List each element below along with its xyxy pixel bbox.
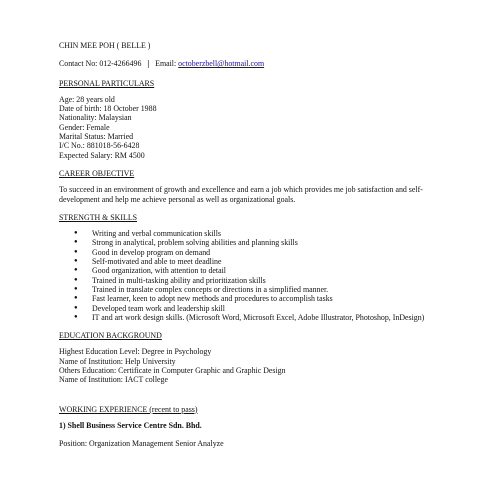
candidate-name: CHIN MEE POH ( BELLE ) bbox=[59, 41, 151, 50]
list-item: ● Fast learner, keen to adopt new methods and procedures to accomplish tasks bbox=[74, 294, 333, 304]
personal-gender: Gender: Female bbox=[59, 122, 110, 132]
personal-particulars-heading: PERSONAL PARTICULARS bbox=[59, 78, 155, 88]
education-highest-level: Highest Education Level: Degree in Psychology bbox=[59, 347, 212, 357]
education-institution: Name of Institution: Help University bbox=[59, 356, 176, 366]
career-objective-text: To succeed in an environment of growth and excellence and earn a job which provides me job satisfaction and self-development and help me achieve personal as well as organizational goals. bbox=[59, 185, 423, 204]
personal-nationality: Nationality: Malaysian bbox=[59, 113, 132, 123]
bullet-icon: ● bbox=[74, 230, 78, 237]
bullet-icon: ● bbox=[74, 248, 78, 255]
list-item: ● IT and art work design skills. (Microsoft Word, Microsoft Excel, Adobe Illustrator, Photoshop, InDesign) bbox=[74, 312, 425, 322]
contact-line bbox=[59, 59, 455, 68]
job-company: 1) Shell Business Service Centre Sdn. Bhd. bbox=[59, 420, 202, 430]
bullet-icon: ● bbox=[74, 304, 78, 311]
education-background-heading: EDUCATION BACKGROUND bbox=[59, 331, 162, 341]
job-position: Position: Organization Management Senior Analyze bbox=[59, 439, 224, 449]
bullet-icon: ● bbox=[74, 313, 78, 320]
personal-particulars-section bbox=[59, 95, 455, 160]
email-link[interactable]: octoberzbell@hotmail.com bbox=[178, 59, 265, 69]
email-label: Email: bbox=[155, 59, 177, 69]
bullet-icon: ● bbox=[74, 239, 78, 246]
list-item: ● Good in develop program on demand bbox=[74, 247, 211, 257]
personal-age: Age: 28 years old bbox=[59, 94, 115, 104]
bullet-icon: ● bbox=[74, 276, 78, 283]
list-item: ● Developed team work and leadership skill bbox=[74, 303, 226, 313]
list-item: ● Trained in multi-tasking ability and prioritization skills bbox=[74, 275, 266, 285]
personal-marital-status: Marital Status: Married bbox=[59, 132, 134, 142]
working-experience-heading: WORKING EXPERIENCE (recent to pass) bbox=[59, 404, 198, 414]
list-item: ● Self-motivated and able to meet deadline bbox=[74, 257, 222, 267]
list-item: ● Strong in analytical, problem solving abilities and planning skills bbox=[74, 238, 298, 248]
list-item: ● Writing and verbal communication skills bbox=[74, 229, 221, 239]
personal-dob: Date of birth: 18 October 1988 bbox=[59, 104, 157, 114]
list-item: ● Trained in translate complex concepts or directions in a simplified manner. bbox=[74, 284, 329, 294]
personal-expected-salary: Expected Salary: RM 4500 bbox=[59, 150, 145, 160]
contact-number: Contact No: 012-4266496 bbox=[59, 59, 142, 69]
bullet-icon: ● bbox=[74, 258, 78, 265]
education-others: Others Education: Certificate in Computer Graphic and Graphic Design bbox=[59, 366, 286, 376]
strength-skills-heading: STRENGTH & SKILLS bbox=[59, 212, 138, 222]
career-objective-heading: CAREER OBJECTIVE bbox=[59, 168, 135, 178]
bullet-icon: ● bbox=[74, 295, 78, 302]
bullet-icon: ● bbox=[74, 267, 78, 274]
bullet-icon: ● bbox=[74, 285, 78, 292]
education-section bbox=[59, 347, 455, 384]
list-item: ● Good organization, with attention to detail bbox=[74, 266, 226, 276]
education-others-institution: Name of Institution: IACT college bbox=[59, 375, 168, 385]
skills-list bbox=[59, 229, 455, 322]
personal-ic-number: I/C No.: 881018-56-6428 bbox=[59, 141, 140, 151]
contact-separator: | bbox=[147, 59, 150, 69]
